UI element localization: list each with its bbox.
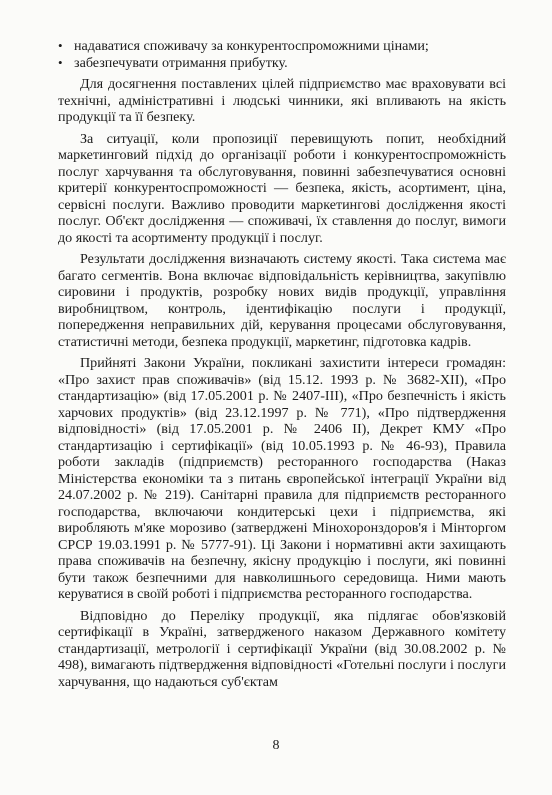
body-text [58,38,506,690]
paragraph: Відповідно до Переліку продукції, яка підлягає обов'язковій сертифікації в Україні, затвердженого наказом Державного комітету стандартизації, метрології і сертифікації України (від 30.08.2002 р. № 498), вимагають підтвердження відповідності «Готельні послуги і послуги харчування, що надаються суб'єктам [58,607,506,690]
bullet-mark: • [58,54,63,70]
bullet-mark: • [58,38,63,53]
bullet-text: забезпечувати отримання прибутку. [74,54,288,71]
paragraph: Для досягнення поставлених цілей підприємство має враховувати всі технічні, адміністративні і людські чинники, які впливають на якість продукції та її безпеку. [58,76,506,125]
paragraph: Прийняті Закони України, покликані захистити інтереси громадян: «Про захист прав споживачів» (від 15.12. 1993 р. № 3682-XII), «Про стандартизацію» (від 17.05.2001 р. № 2407-III), «Про безпечність і якість харчових продуктів» (від 23.12.1997 р. № 771), «Про підтвердження відповідності» (від 17.05.2001 р. № 2406 II), Декрет КМУ «Про стандартизацію і сертифікації» (від 10.05.1993 р. № 46-93), Правила роботи закладів (підприємств) ресторанного господарства (Наказ Міністерства економіки та з питань європейської інтеграції України від 24.07.2002 р. № 219). Санітарні правила для підприємств ресторанного господарства, включаючи кондитерські цехи і підприємства, які виробляють м'яке морозиво (затверджені Мінохоронздоров'я і Мінторгом СРСР 19.03.1991 р. № 5777-91). Ці Закони і нормативні акти захищають права споживачів на безпечну, якісну продукцію і послуги, які повинні бути також безпечними для навколишнього середовища. Ними мають керуватися в своїй роботі і підприємства ресторанного господарства. [58,355,506,602]
page-number: 8 [272,738,280,753]
bullet-text: надаватися споживачу за конкурентоспроможними цінами; [74,38,429,54]
paragraph: За ситуації, коли пропозиції перевищують попит, необхідний маркетинговий підхід до організації роботи і конкурентоспроможність послуг харчування та обслуговування, повинні забезпечуватися основні критерії конкурентоспроможності — безпека, якість, асортимент, ціна, сервісні послуги. Важливо проводити маркетингові дослідження якості послуг. Об'єкт дослідження — споживачі, їх ставлення до послуг, вимоги до якості та асортименту продукції і послуг. [58,130,506,246]
bullet-item [58,55,506,72]
paragraph: Результати дослідження визначають систему якості. Така система має багато сегментів. Вона включає відповідальність керівництва, закупівлю сировини і продуктів, розробку нових видів продукції, управління виробництвом, контроль, ідентифікацію послуги і продукції, попередження неправильних дій, керування процесами обслуговування, статистичні методи, безпека продукції, маркетинг, підготовка кадрів. [58,251,506,350]
bullet-item [58,38,506,55]
